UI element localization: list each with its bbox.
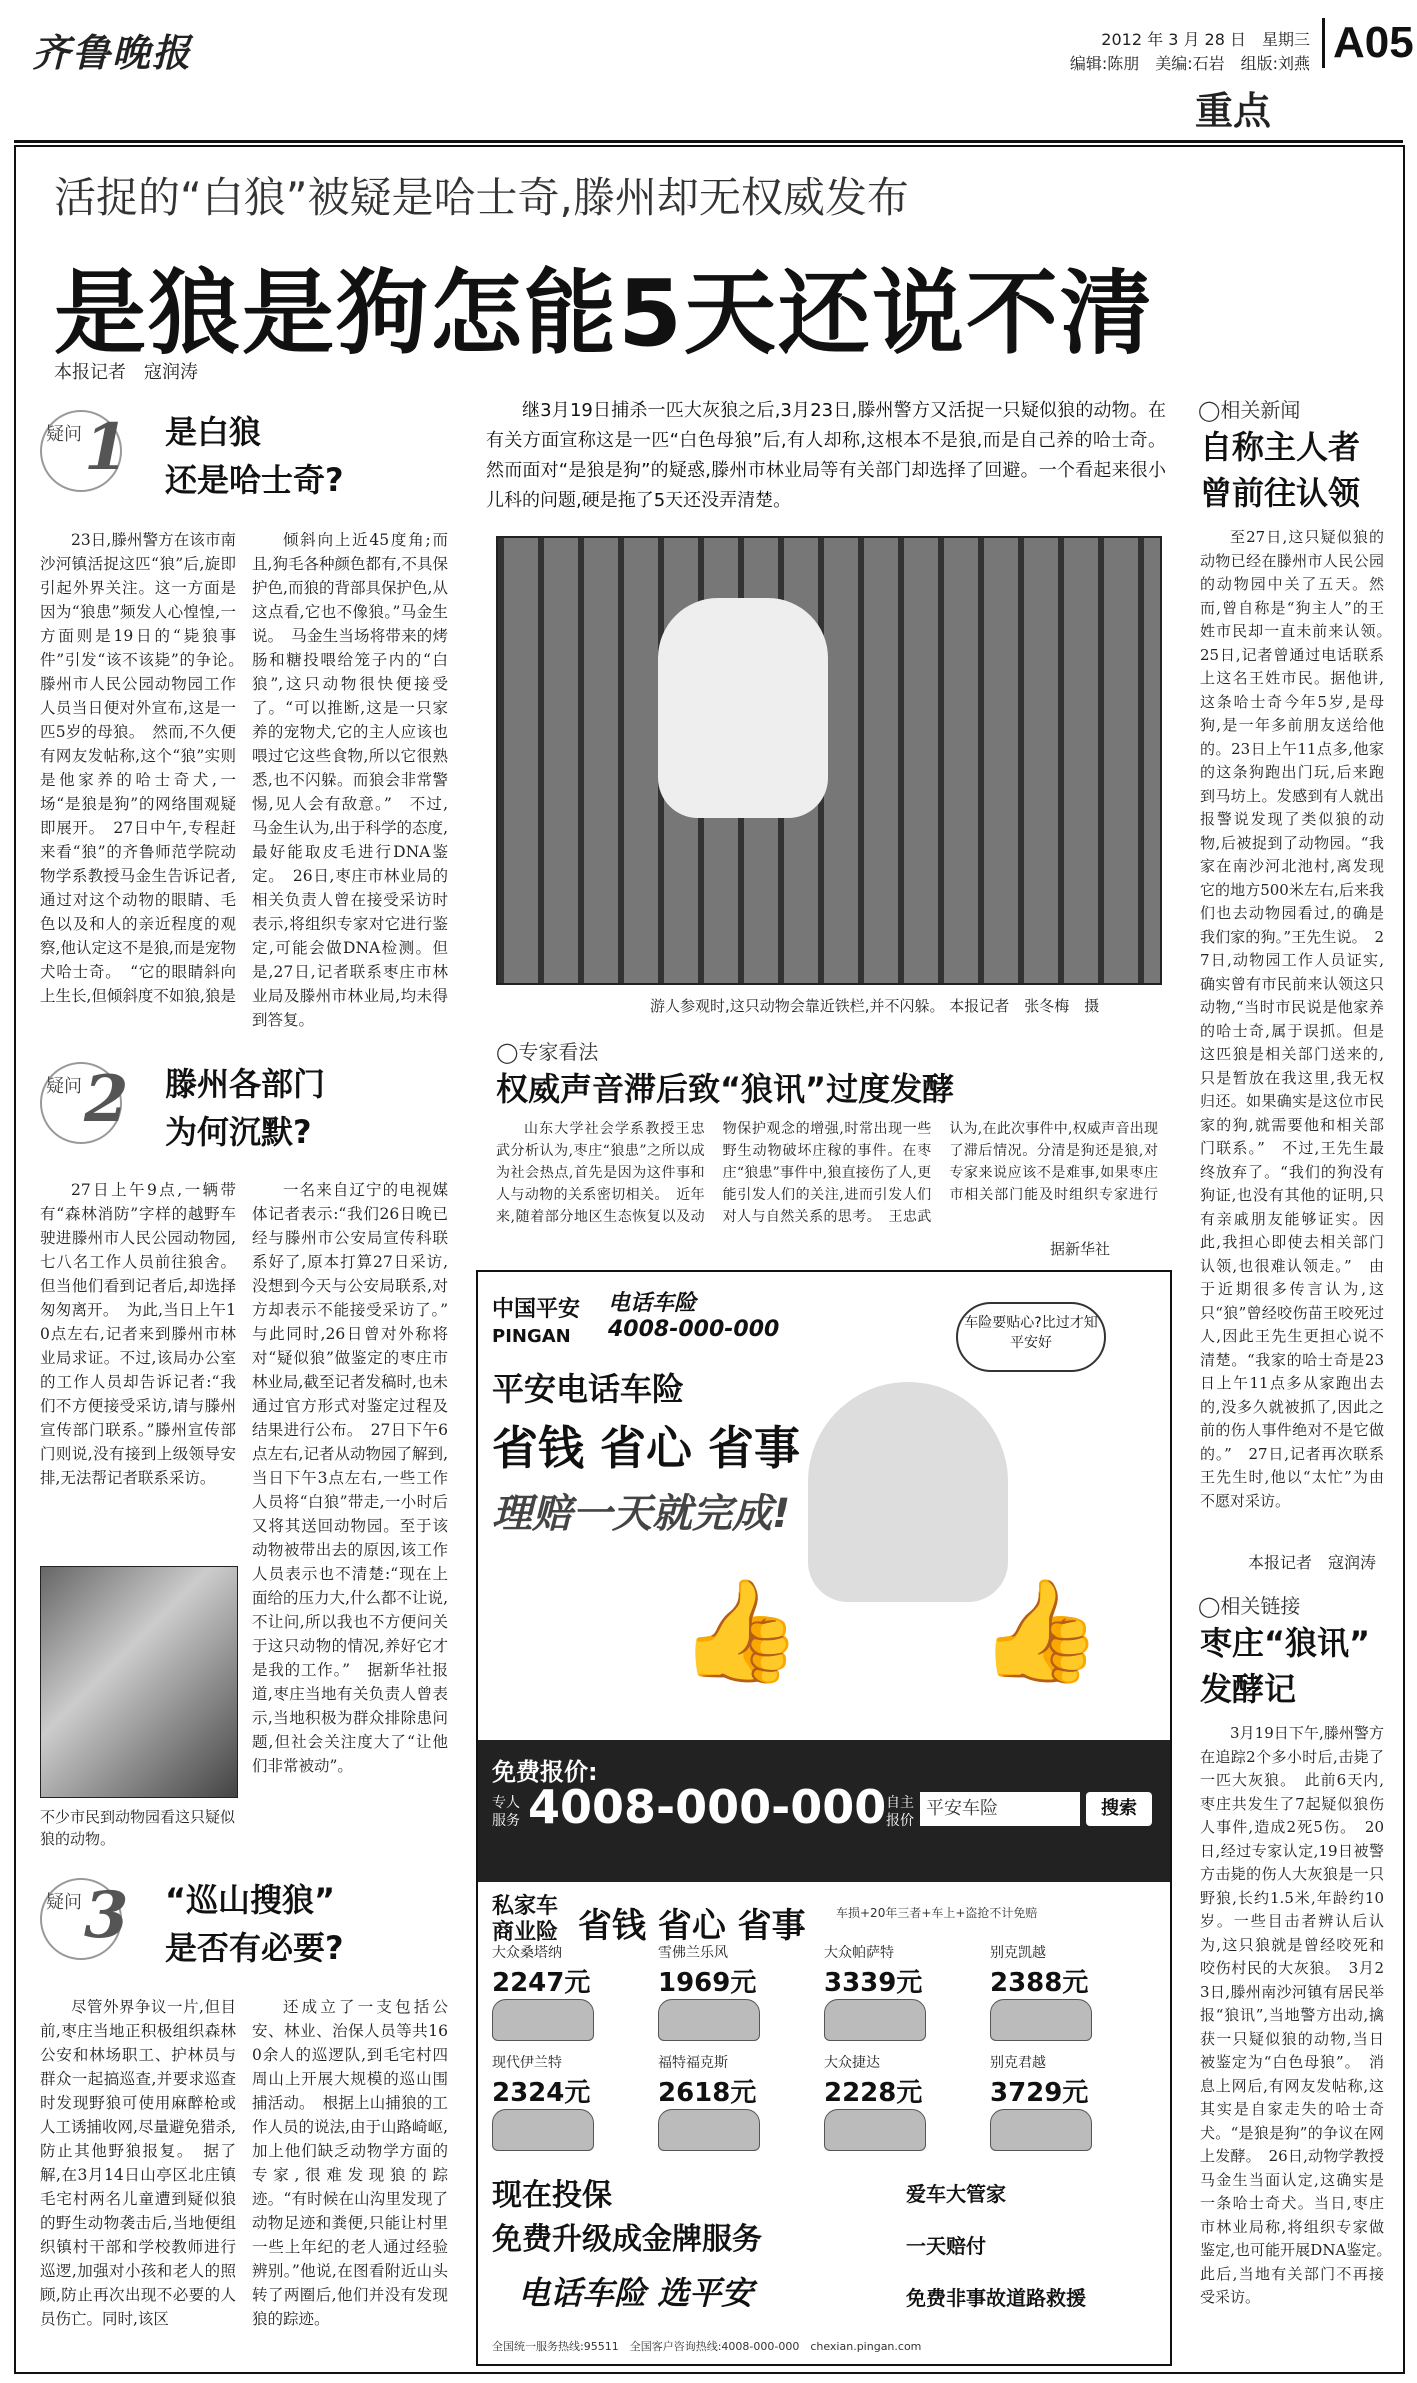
car-price-item [492,1942,652,2041]
service-item-2: 一天赔付 [906,2234,986,2258]
section-label: 重点 [1195,89,1272,133]
promo-line-1: 现在投保 [492,2178,612,2213]
question-title-line2: 为何沉默? [165,1113,312,1151]
car-model: 别克君越 [990,2055,1046,2071]
white-wolf-photo [496,536,1162,985]
news-byline: 本报记者 寇润涛 [1248,1550,1376,1573]
question-number: 3 [84,1878,129,1953]
ad-slogan-2: 理赔一天就完成! [492,1491,791,1537]
question-number: 2 [84,1062,129,1137]
q1-column-2: 倾斜向上近45度角;而且,狗毛各种颜色都有,不具保护色,而狼的背部具保护色,从这点看,它也不像狼。”马金生说。 马金生当场将带来的烤肠和糖投喂给笼子内的“白狼”,这只动物很快便接受了。“可以推断,这是一只家养的宠物犬,它的主人应该也喂过它这些食物,所以它很熟悉,也不闪躲。而狼会非常警惕,见人会有敌意。” 不过,马金生认为,出于科学的态度,最好能取皮毛进行DNA鉴定。 26日,枣庄市林业局的相关负责人曾在接受采访时表示,将组织专家对它进行鉴定,可能会做DNA检测。但是,27日,记者联系枣庄市林业局及滕州市林业局,均未得到答复。 [252,531,448,1029]
ad-section2-title: 私家车商业险 [492,1894,559,1945]
car-model: 雪佛兰乐风 [658,1945,728,1961]
car-price-item [658,1942,818,2041]
car-icon [658,1999,760,2041]
car-price-item [990,2052,1150,2151]
car-icon [492,2109,594,2151]
zoo-visitors-photo [40,1566,238,1798]
article-headline: 是狼是狗怎能5天还说不清 [54,260,1155,367]
service-item-3: 免费非事故道路救援 [906,2286,1086,2310]
question-label: 疑问 [46,424,82,445]
car-price-item [492,2052,652,2151]
car-icon [824,2109,926,2151]
q3-column-1: 尽管外界争议一片,但目前,枣庄当地正积极组织森林公安和林场职工、护林员与群众一起搞巡查,并要求巡查时发现野狼可使用麻醉枪或人工诱捕收网,尽量避免猎杀,防止其他野狼报复。 据了解,在3月14日山亭区北庄镇毛宅村两名儿童遭到疑似狼的野生动物袭击后,当地便组织镇村干部和学校教师进行巡逻,加强对小孩和老人的照顾,防止再次出现不必要的人员伤亡。同时,该区 [40,1998,236,2328]
car-price: 2388元 [990,1968,1089,1998]
page-number: A05 [1322,18,1414,68]
q2-column-2: 一名来自辽宁的电视媒体记者表示:“我们26日晚已经与滕州市公安局宣传科联系好了,原本打算27日采访,没想到今天与公安局联系,对方却表示不能接受采访了。” 与此同时,26日曾对外称将对“疑似狼”做鉴定的枣庄市林业局,截至记者发稿时,也未通过官方形式对鉴定过程及结果进行公布。 27日下午6点左右,记者从动物园了解到,当日下午3点左右,一些工作人员将“白狼”带走,一小时后又将其送回动物园。至于该动物被带出去的原因,该工作人员表示也不清楚:“现在上面给的压力大,什么都不让说,不让问,所以我也不方便问关于这只动物的情况,养好它才是我的工作。” 据新华社报道,枣庄当地有关负责人曾表示,当地积极为群众排除患问题,但社会关注度大了“让他们非常被动”。 [252,1181,448,1775]
question-title-line2: 还是哈士奇? [165,461,344,499]
ad-section2-slogan: 省钱 省心 省事 [578,1906,806,1946]
q2-column-1: 27日上午9点,一辆带有“森林消防”字样的越野车驶进滕州市人民公园动物园,七八名工作人员前往狼舍。但当他们看到记者后,却选择匆匆离开。 为此,当日上午10点左右,记者来到滕州市林业局求证。不过,该局办公室的工作人员却告诉记者:“我们不方便接受采访,请与滕州宣传部门联系。”滕州宣传部门则说,没有接到上级领导安排,无法帮记者联系采访。 [40,1181,236,1487]
ad-section2-note: 车损+20年三者+车上+盗抢不计免赔 [836,1906,1038,1920]
issue-meta [1040,28,1310,76]
news-section-tag: ◯相关新闻 [1198,398,1301,422]
ad-phone-top: 电话车险 4008-000-000 [608,1291,780,1342]
car-model: 大众捷达 [824,2055,880,2071]
car-icon [492,1999,594,2041]
car-price: 3339元 [824,1968,923,1998]
article-byline: 本报记者 寇润涛 [54,362,198,383]
quote-phone: 4008-000-000 [528,1780,887,1834]
promo-line-2: 免费升级成金牌服务 [492,2222,762,2257]
self-quote-label: 自主报价 [886,1795,914,1829]
car-icon [990,2109,1092,2151]
link-headline: 枣庄“狼讯” 发酵记 [1200,1620,1370,1712]
main-photo-caption: 游人参观时,这只动物会靠近铁栏,并不闪躲。 本报记者 张冬梅 摄 [650,997,1100,1015]
q3-column-2: 还成立了一支包括公安、林业、治保人员等共160余人的巡逻队,到毛宅村四周山上开展大规模的巡山围捕活动。 根据上山捕狼的工作人员的说法,由于山路崎岖,加上他们缺乏动物学方面的专家,很难发现狼的踪迹。“有时候在山沟里发现了动物足迹和粪便,只能让村里一些上年纪的老人通过经验辨别。”他说,在图看附近山头转了两圈后,他们并没有发现狼的踪迹。 [252,1998,448,2328]
link-section-tag: ◯相关链接 [1198,1590,1300,1619]
car-price-item [824,2052,984,2151]
question-title [165,1060,325,1156]
promo-line-3: 电话车险 选平安 [518,2274,754,2312]
car-model: 大众桑塔纳 [492,1945,562,1961]
article-subtitle: 活捉的“白狼”被疑是哈士奇,滕州却无权威发布 [54,173,909,222]
car-model: 别克凯越 [990,1945,1046,1961]
question-label: 疑问 [46,1892,82,1913]
ad-speech-bubble: 车险要贴心?比过才知平安好 [956,1302,1106,1372]
news-headline: 自称主人者 曾前往认领 [1200,428,1361,512]
issue-date: 2012 年 3 月 28 日 星期三 [1101,30,1310,49]
question-title-line1: 是白狼 [165,413,262,451]
car-icon [824,1999,926,2041]
expert-headline: 权威声音滞后致“狼讯”过度发酵 [496,1070,955,1108]
car-price: 1969元 [658,1968,757,1998]
pingan-advertisement [476,1270,1172,2366]
thumbs-up-icon: 👍 [978,1572,1103,1689]
question-number: 1 [84,410,129,485]
ad-slogan: 省钱 省心 省事 [492,1421,801,1475]
ad-brand: 中国平安 PINGAN [492,1297,581,1347]
ad-footer: 全国统一服务热线:95511 全国客户咨询热线:4008-000-000 chexian.pingan.com [492,2340,922,2353]
car-icon [990,1999,1092,2041]
expert-body: 山东大学社会学系教授王忠武分析认为,枣庄“狼患”之所以成为社会热点,首先是因为这件事和人与动物的关系密切相关。 近年来,随着部分地区生态恢复以及动物保护观念的增强,时常出现一些野生动物破坏庄稼的事件。在枣庄“狼患”事件中,狼直接伤了人,更能引发人们的关注,进而引发人们对人与自然关系的思考。 王忠武认为,在此次事件中,权威声音出现了滞后情况。分清是狗还是狼,对专家来说应该不是难事,如果枣庄市相关部门能及时组织专家进行 [496,1121,1158,1225]
car-price-item [824,1942,984,2041]
car-model: 福特福克斯 [658,2055,728,2071]
car-price-item [990,1942,1150,2041]
car-price: 2618元 [658,2078,757,2108]
q1-column-1: 23日,滕州警方在该市南沙河镇活捉这匹“狼”后,旋即引起外界关注。这一方面是因为“狼患”频发人心惶惶,一方面则是19日的“毙狼事件”引发“该不该毙”的争论。 滕州市人民公园动物园工作人员当日便对外宣布,这是一匹5岁的母狼。 然而,不久便有网友发帖称,这个“狼”实则是他家养的哈士奇犬,一场“是狼是狗”的网络围观疑即展开。 27日中午,专程赶来看“狼”的齐鲁师范学院动物学系教授马金生告诉记者,通过对这个动物的眼睛、毛色以及和人的亲近程度的观察,他认定这不是狼,而是宠物犬哈士奇。 “它的眼睛斜向上生长,但倾斜度不如狼,狼是 [40,531,236,1005]
question-title [165,1876,344,1972]
quote-label: 免费报价: [492,1758,598,1786]
car-icon [658,2109,760,2151]
ad-quote-band [478,1740,1170,1882]
article-intro: 继3月19日捕杀一匹大灰狼之后,3月23日,滕州警方又活捉一只疑似狼的动物。在有关方面宣称这是一匹“白色母狼”后,有人却称,这根本不是狼,而是自己养的哈士奇。然而面对“是狼是狗”的疑惑,滕州市林业局等有关部门却选择了回避。一个看起来很小儿科的问题,硬是拖了5天还没弄清楚。 [486,400,1166,511]
news-body: 至27日,这只疑似狼的动物已经在滕州市人民公园的动物园中关了五天。然而,曾自称是“狗主人”的王姓市民却一直未前来认领。 25日,记者曾通过电话联系上这名王姓市民。据他讲,这条哈士奇今年5岁,是母狗,是一年多前朋友送给他的。23日上午11点多,他家的这条狗跑出门玩,后来跑到马坊上。发感到有人就出报警说发现了类似狼的动物,后被捉到了动物园。“我家在南沙河北池村,离发现它的地方500米左右,后来我们也去动物园看过,的确是我们家的狗。”王先生说。 27日,动物园工作人员证实,确实曾有市民前来认领这只动物,“当时市民说是他家养的哈士奇,属于误抓。但是这匹狼是相关部门送来的,只是暂放在我这里,我无权归还。如果确实是这位市民家的狗,就需要他和相关部门联系。” 不过,王先生最终放弃了。“我们的狗没有狗证,也没有其他的证明,只有亲戚朋友能够证实。因此,我担心即使去相关部门认领,也很难认领走。” 由于近期很多传言认为,这只“狼”曾经咬伤苗王咬死过人,因此王先生更担心说不清楚。“我家的哈士奇是23日上午11点多从家跑出去的,没多久就被抓了,因此之前的伤人事件绝对不是它做的。” 27日,记者再次联系王先生时,他以“太忙”为由不愿对采访。 [1200,528,1384,1510]
expert-source: 据新华社 [1050,1240,1111,1258]
car-price: 2324元 [492,2078,591,2108]
question-title-line1: 滕州各部门 [165,1065,326,1103]
question-title [165,408,344,504]
question-title-line1: “巡山搜狼” [165,1881,336,1919]
car-model: 现代伊兰特 [492,2055,562,2071]
car-model: 大众帕萨特 [824,1945,894,1961]
car-price: 2228元 [824,2078,923,2108]
question-title-line2: 是否有必要? [165,1929,344,1967]
question-label: 疑问 [46,1076,82,1097]
white-animal-shape [658,598,828,818]
car-price: 2247元 [492,1968,591,1998]
expert-section-tag: ◯专家看法 [496,1040,599,1064]
header-rule [14,140,1403,143]
link-body: 3月19日下午,滕州警方在追踪2个多小时后,击毙了一匹大灰狼。 此前6天内,枣庄共发生了7起疑似狼伤人事件,造成2死5伤。 20日,经过专家认定,19日被警方击毙的伤人大灰狼是一只野狼,长约1.5米,年龄约10岁。一些目击者辨认后认为,这只狼就是曾经咬死和咬伤村民的大灰狼。 3月23日,滕州南沙河镇有居民举报“狼讯”,当地警方出动,擒获一只疑似狼的动物,当日被鉴定为“白色母狼”。 消息上网后,有网友发帖称,这其实是自家走失的哈士奇犬。“是狼是狗”的争议在网上发酵。 26日,动物学教授马金生当面认定,这确实是一条哈士奇犬。当日,枣庄市林业局称,将组织专家做鉴定,也可能开展DNA鉴定。 此后,当地有关部门不再接受采访。 [1200,1722,1384,2362]
editor-credits: 编辑:陈朋 美编:石岩 组版:刘燕 [1069,54,1310,73]
ad-title: 平安电话车险 [492,1370,685,1408]
masthead-logo: 齐鲁晚报 [32,30,193,75]
thumbs-up-icon: 👍 [678,1572,803,1689]
service-item-1: 爱车大管家 [906,2182,1006,2206]
service-label: 专人服务 [492,1795,520,1829]
car-price-item [658,2052,818,2151]
model-portrait [808,1382,1008,1602]
quote-search-input[interactable]: 平安车险 [920,1792,1080,1826]
search-button[interactable]: 搜索 [1086,1792,1152,1826]
car-price: 3729元 [990,2078,1089,2108]
photo-caption: 不少市民到动物园看这只疑似狼的动物。 [40,1808,236,1848]
